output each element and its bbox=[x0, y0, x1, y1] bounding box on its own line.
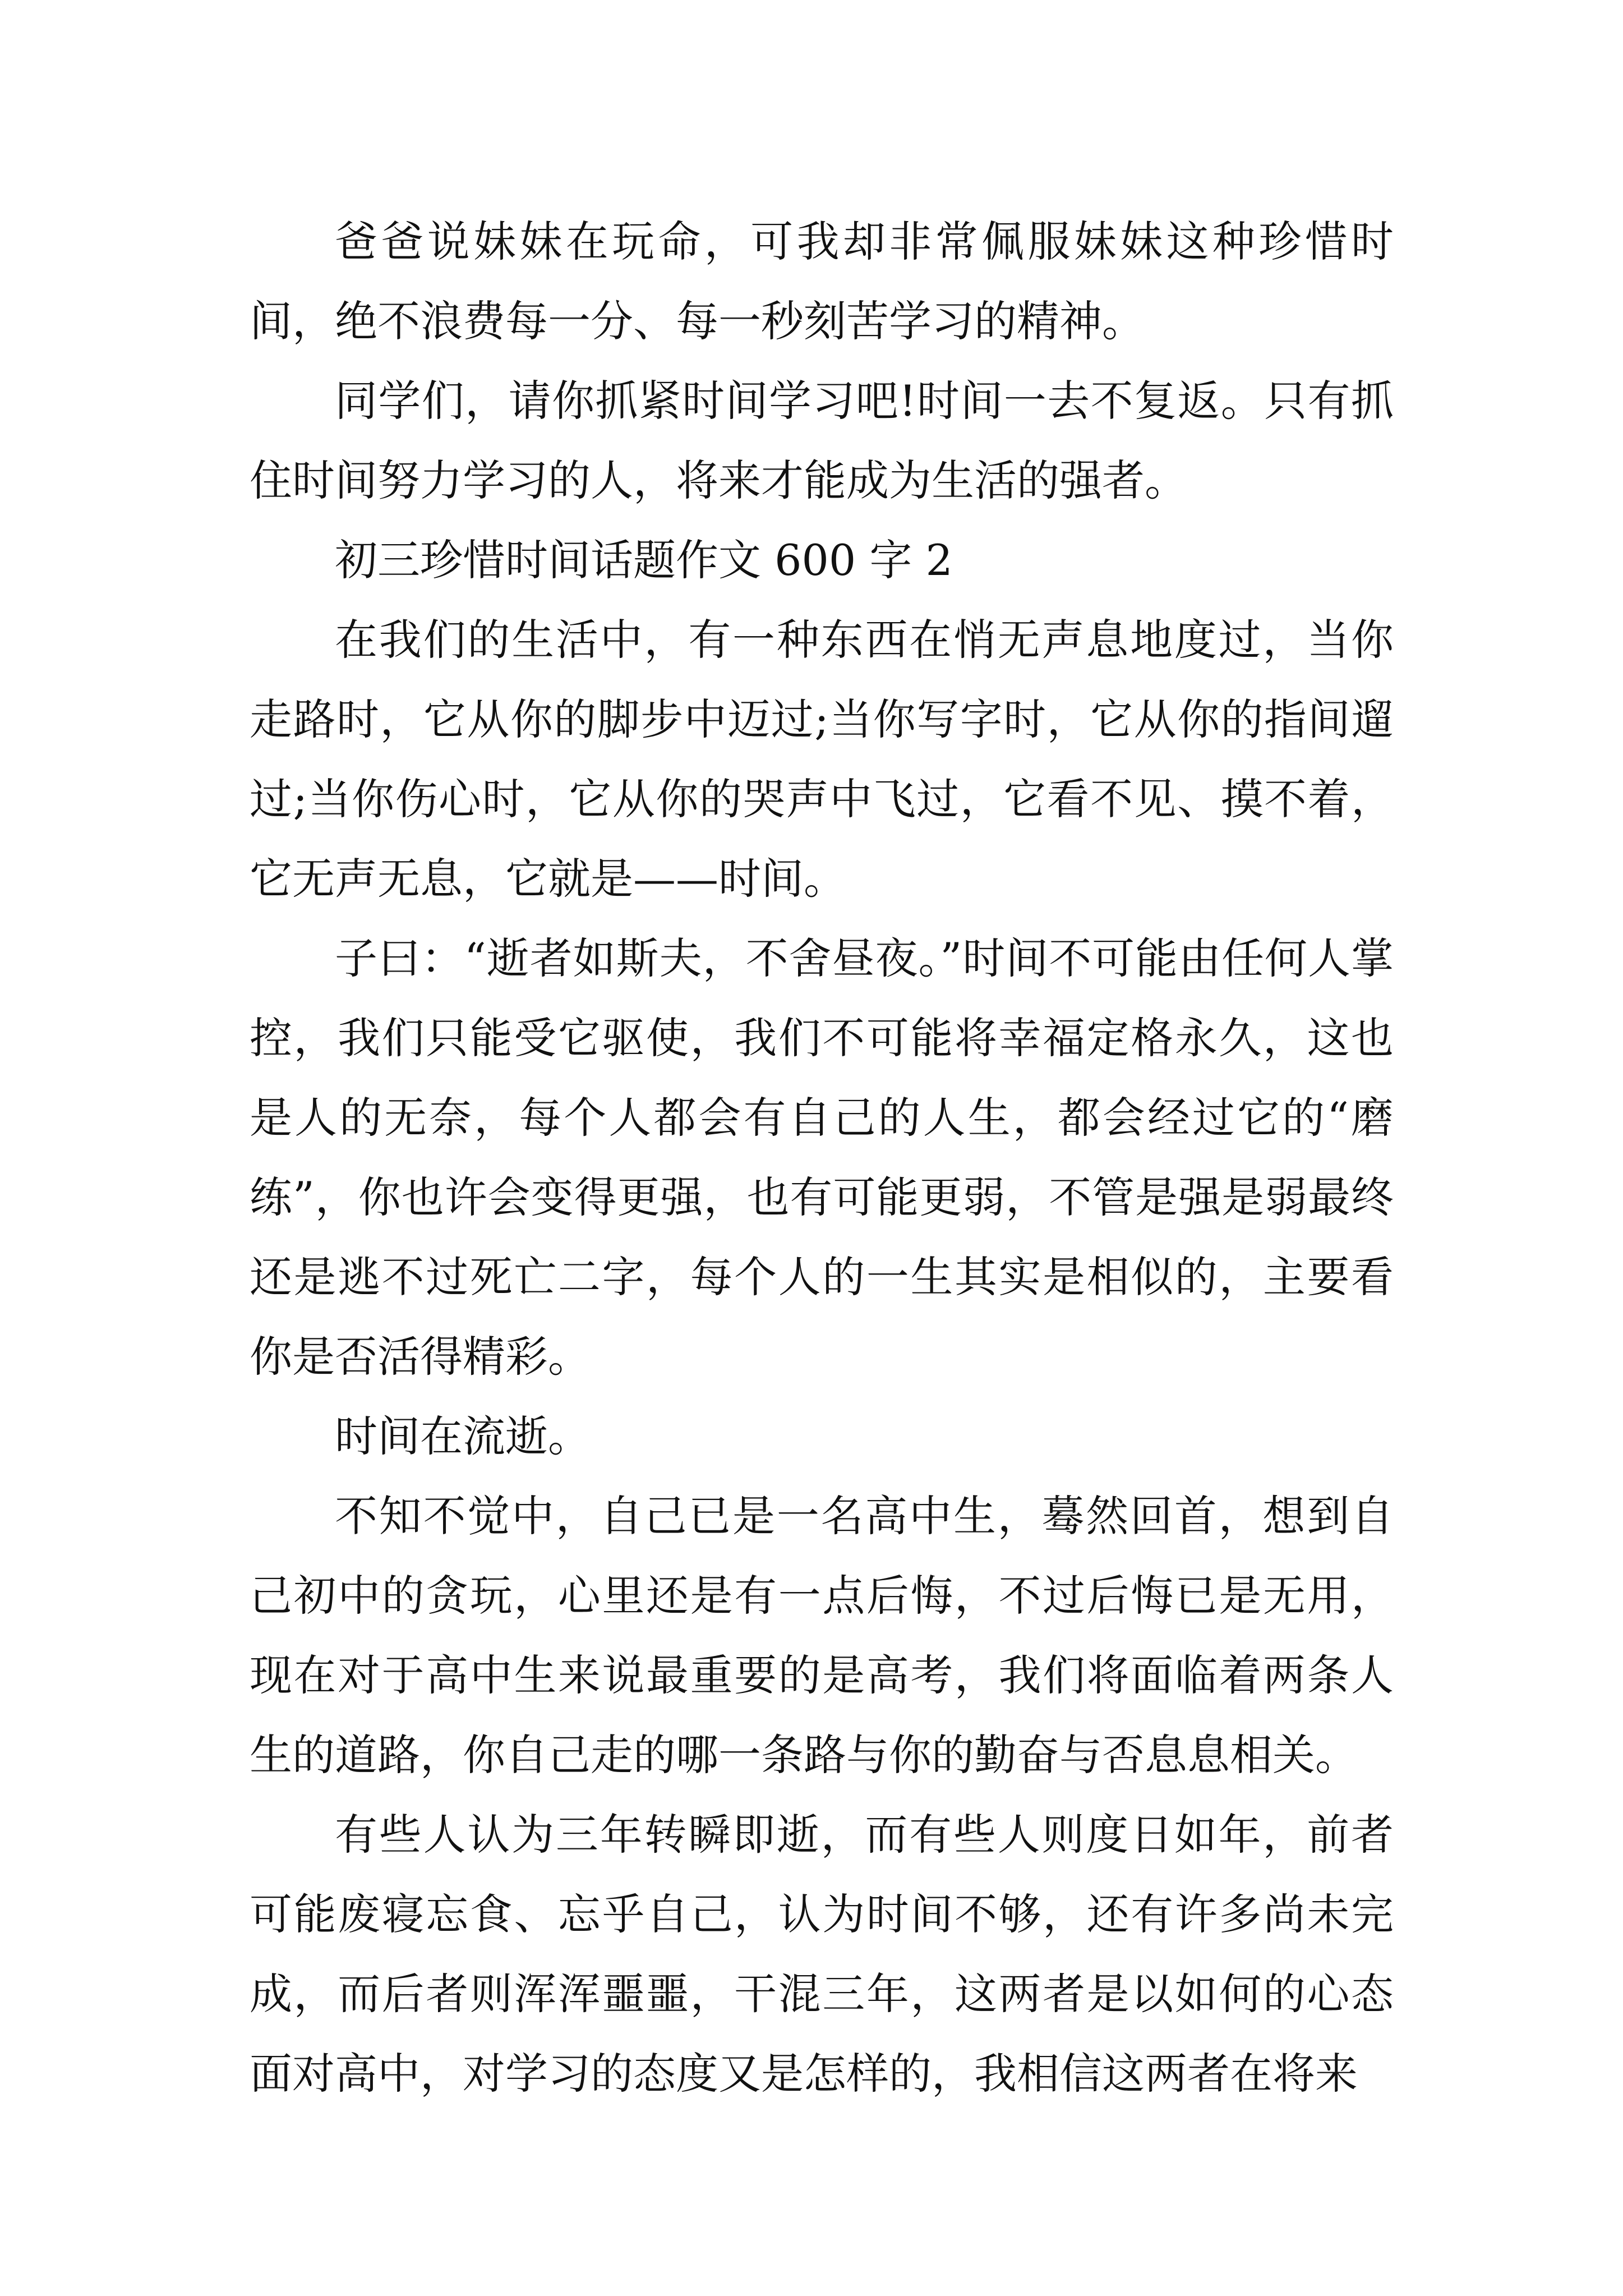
paragraph: 有些人认为三年转瞬即逝，而有些人则度日如年，前者可能废寝忘食、忘乎自己，认为时间不够，还有许多尚未完成，而后者则浑浑噩噩，干混三年，这两者是以如何的心态面对高中，对学习的态度又是怎样的，我相信这两者在将来 bbox=[250, 1810, 1394, 2099]
paragraph: 子曰：“逝者如斯夫，不舍昼夜。”时间不可能由任何人掌控，我们只能受它驱使，我们不可能将幸福定格永久，这也是人的无奈，每个人都会有自己的人生，都会经过它的“磨练”，你也许会变得更强，也有可能更弱，不管是强是弱最终还是逃不过死亡二字，每个人的一生其实是相似的，主要看你是否活得精彩。 bbox=[250, 933, 1394, 1382]
section-heading: 初三珍惜时间话题作文 600 字 2 bbox=[335, 535, 953, 585]
paragraph: 不知不觉中，自己已是一名高中生，蓦然回首，想到自己初中的贪玩，心里还是有一点后悔，不过后悔已是无用，现在对于高中生来说最重要的是高考，我们将面临着两条人生的道路，你自己走的哪一条路与你的勤奋与否息息相关。 bbox=[250, 1491, 1394, 1780]
paragraph: 在我们的生活中，有一种东西在悄无声息地度过，当你走路时，它从你的脚步中迈过;当你写字时，它从你的指间遛过;当你伤心时，它从你的哭声中飞过，它看不见、摸不着，它无声无息，它就是——时间。 bbox=[250, 615, 1394, 904]
document-body bbox=[250, 202, 1394, 2114]
paragraph: 爸爸说妹妹在玩命，可我却非常佩服妹妹这种珍惜时间，绝不浪费每一分、每一秒刻苦学习的精神。 bbox=[250, 217, 1394, 346]
paragraph: 时间在流逝。 bbox=[335, 1411, 591, 1461]
paragraph: 同学们，请你抓紧时间学习吧!时间一去不复返。只有抓住时间努力学习的人，将来才能成为生活的强者。 bbox=[250, 376, 1394, 505]
